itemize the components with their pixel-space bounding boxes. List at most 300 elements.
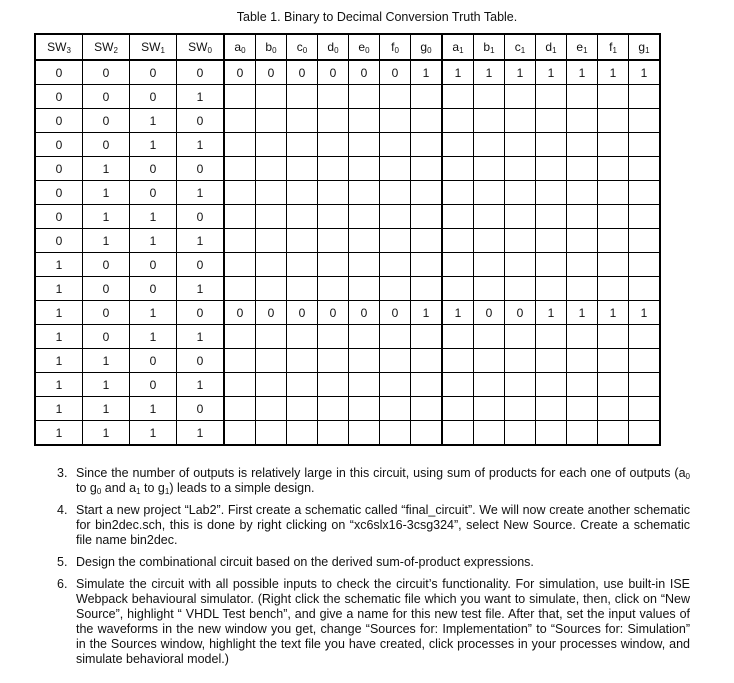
input-cell: 0 bbox=[130, 277, 177, 301]
input-cell: 0 bbox=[83, 109, 130, 133]
output-cell bbox=[598, 421, 629, 446]
input-cell: 0 bbox=[35, 205, 83, 229]
input-cell: 0 bbox=[83, 253, 130, 277]
output-cell: 1 bbox=[567, 60, 598, 85]
output-cell bbox=[536, 109, 567, 133]
output-cell bbox=[349, 205, 380, 229]
output-cell bbox=[349, 157, 380, 181]
output-cell bbox=[567, 85, 598, 109]
output-cell bbox=[349, 421, 380, 446]
output-cell bbox=[598, 205, 629, 229]
output-cell bbox=[505, 373, 536, 397]
table-row bbox=[35, 373, 660, 397]
output-cell bbox=[442, 229, 474, 253]
output-cell bbox=[567, 253, 598, 277]
input-cell: 0 bbox=[83, 60, 130, 85]
header-base: d bbox=[327, 40, 335, 54]
header-base: b bbox=[483, 40, 491, 54]
output-cell bbox=[629, 133, 661, 157]
output-cell bbox=[256, 253, 287, 277]
output-cell bbox=[442, 181, 474, 205]
output-cell bbox=[287, 397, 318, 421]
output-cell bbox=[567, 229, 598, 253]
input-cell: 0 bbox=[130, 60, 177, 85]
input-cell: 0 bbox=[35, 85, 83, 109]
output-cell bbox=[442, 109, 474, 133]
output-cell bbox=[256, 373, 287, 397]
input-cell: 1 bbox=[177, 373, 225, 397]
input-cell: 1 bbox=[130, 133, 177, 157]
input-cell: 0 bbox=[130, 181, 177, 205]
output-cell bbox=[380, 421, 411, 446]
header-base: a bbox=[234, 40, 242, 54]
header-subscript: 1 bbox=[520, 46, 526, 55]
output-cell: 0 bbox=[380, 60, 411, 85]
output-cell bbox=[411, 133, 443, 157]
header-base: SW bbox=[94, 40, 114, 54]
table-row bbox=[35, 109, 660, 133]
output-cell bbox=[349, 349, 380, 373]
output-cell bbox=[567, 373, 598, 397]
output-cell bbox=[349, 253, 380, 277]
output-cell bbox=[287, 349, 318, 373]
output-cell bbox=[567, 133, 598, 157]
header-base: f bbox=[391, 40, 395, 54]
item-text: Start a new project “Lab2”. First create a schematic called “final_circuit”. We will now create another schematic for bin2dec.sch, this is done by right clicking on “xc6slx16-3csg324”, select New Source. Create a schematic file name bin2dec. bbox=[76, 503, 690, 547]
output-cell bbox=[505, 133, 536, 157]
text-segment: ) leads to a simple design. bbox=[169, 481, 315, 495]
input-cell: 1 bbox=[35, 277, 83, 301]
output-cell: 1 bbox=[474, 60, 505, 85]
output-cell bbox=[411, 229, 443, 253]
output-cell bbox=[380, 253, 411, 277]
input-cell: 1 bbox=[35, 325, 83, 349]
input-cell: 0 bbox=[35, 181, 83, 205]
output-cell bbox=[287, 253, 318, 277]
header-subscript: 0 bbox=[272, 46, 277, 55]
output-cell bbox=[256, 421, 287, 446]
input-cell: 1 bbox=[83, 349, 130, 373]
input-cell: 0 bbox=[83, 277, 130, 301]
input-cell: 1 bbox=[83, 181, 130, 205]
output-cell bbox=[349, 229, 380, 253]
table-row bbox=[35, 85, 660, 109]
input-cell: 0 bbox=[83, 325, 130, 349]
output-cell bbox=[411, 277, 443, 301]
output-cell bbox=[629, 373, 661, 397]
output-cell: 1 bbox=[598, 60, 629, 85]
list-item bbox=[57, 577, 690, 667]
output-cell bbox=[287, 325, 318, 349]
output-cell bbox=[318, 109, 349, 133]
output-cell bbox=[287, 109, 318, 133]
output-cell bbox=[349, 277, 380, 301]
output-cell bbox=[442, 349, 474, 373]
list-item bbox=[57, 555, 690, 570]
table-header-row bbox=[35, 34, 660, 60]
column-header bbox=[349, 34, 380, 60]
column-header bbox=[567, 34, 598, 60]
output-cell bbox=[224, 229, 256, 253]
output-cell: 0 bbox=[256, 301, 287, 325]
truth-table bbox=[34, 33, 661, 446]
table-caption: Table 1. Binary to Decimal Conversion Truth Table. bbox=[236, 10, 518, 24]
output-cell bbox=[224, 421, 256, 446]
header-subscript: 1 bbox=[459, 46, 464, 55]
output-cell bbox=[256, 277, 287, 301]
output-cell bbox=[287, 277, 318, 301]
output-cell bbox=[598, 85, 629, 109]
output-cell bbox=[256, 229, 287, 253]
item-text bbox=[76, 466, 690, 495]
output-cell bbox=[380, 373, 411, 397]
output-cell bbox=[380, 397, 411, 421]
output-cell bbox=[536, 349, 567, 373]
input-cell: 0 bbox=[130, 253, 177, 277]
output-cell: 0 bbox=[505, 301, 536, 325]
output-cell bbox=[629, 397, 661, 421]
header-subscript: 1 bbox=[583, 46, 588, 55]
table-row bbox=[35, 397, 660, 421]
output-cell bbox=[224, 133, 256, 157]
header-base: c bbox=[514, 40, 521, 54]
header-subscript: 1 bbox=[160, 46, 165, 55]
column-header bbox=[256, 34, 287, 60]
header-subscript: 0 bbox=[365, 46, 370, 55]
output-cell bbox=[380, 109, 411, 133]
output-cell bbox=[536, 373, 567, 397]
item-number: 3. bbox=[57, 466, 68, 480]
column-header bbox=[442, 34, 474, 60]
header-base: g bbox=[420, 40, 428, 54]
header-base: SW bbox=[47, 40, 67, 54]
output-cell bbox=[411, 373, 443, 397]
output-cell bbox=[536, 229, 567, 253]
output-cell: 1 bbox=[536, 301, 567, 325]
output-cell bbox=[380, 229, 411, 253]
output-cell bbox=[505, 205, 536, 229]
input-cell: 0 bbox=[35, 109, 83, 133]
header-subscript: 1 bbox=[645, 46, 650, 55]
input-cell: 0 bbox=[130, 157, 177, 181]
output-cell bbox=[629, 229, 661, 253]
input-cell: 1 bbox=[35, 253, 83, 277]
input-cell: 1 bbox=[35, 397, 83, 421]
table-row bbox=[35, 205, 660, 229]
output-cell bbox=[287, 133, 318, 157]
text-segment: to g bbox=[76, 481, 97, 495]
header-base: SW bbox=[141, 40, 161, 54]
table-row bbox=[35, 133, 660, 157]
output-cell bbox=[380, 349, 411, 373]
output-cell bbox=[287, 181, 318, 205]
output-cell bbox=[442, 253, 474, 277]
header-base: f bbox=[609, 40, 613, 54]
column-header bbox=[318, 34, 349, 60]
input-cell: 1 bbox=[177, 85, 225, 109]
output-cell bbox=[598, 277, 629, 301]
input-cell: 1 bbox=[177, 277, 225, 301]
output-cell bbox=[474, 85, 505, 109]
subscript: 0 bbox=[685, 472, 690, 481]
output-cell bbox=[567, 181, 598, 205]
output-cell bbox=[224, 277, 256, 301]
output-cell bbox=[287, 229, 318, 253]
table-row bbox=[35, 325, 660, 349]
output-cell bbox=[567, 157, 598, 181]
output-cell bbox=[318, 325, 349, 349]
output-cell bbox=[536, 253, 567, 277]
output-cell: 0 bbox=[318, 301, 349, 325]
input-cell: 1 bbox=[35, 373, 83, 397]
output-cell bbox=[224, 397, 256, 421]
output-cell bbox=[505, 157, 536, 181]
output-cell bbox=[598, 109, 629, 133]
input-cell: 0 bbox=[130, 349, 177, 373]
input-cell: 1 bbox=[130, 109, 177, 133]
output-cell bbox=[629, 157, 661, 181]
input-cell: 0 bbox=[177, 109, 225, 133]
output-cell: 0 bbox=[224, 301, 256, 325]
output-cell bbox=[629, 277, 661, 301]
output-cell bbox=[442, 373, 474, 397]
output-cell bbox=[536, 397, 567, 421]
column-header bbox=[411, 34, 443, 60]
column-header bbox=[505, 34, 536, 60]
item-number: 6. bbox=[57, 577, 68, 591]
table-row bbox=[35, 301, 660, 325]
header-subscript: 0 bbox=[241, 46, 246, 55]
column-header bbox=[35, 34, 83, 60]
output-cell bbox=[442, 205, 474, 229]
input-cell: 0 bbox=[177, 349, 225, 373]
output-cell bbox=[380, 325, 411, 349]
item-text: Design the combinational circuit based on the derived sum-of-product expressions. bbox=[76, 555, 534, 569]
column-header bbox=[130, 34, 177, 60]
column-header bbox=[224, 34, 256, 60]
column-header bbox=[380, 34, 411, 60]
input-cell: 1 bbox=[177, 421, 225, 446]
output-cell bbox=[349, 181, 380, 205]
input-cell: 0 bbox=[177, 253, 225, 277]
output-cell bbox=[567, 277, 598, 301]
output-cell bbox=[629, 325, 661, 349]
output-cell bbox=[256, 157, 287, 181]
input-cell: 0 bbox=[83, 301, 130, 325]
output-cell bbox=[411, 397, 443, 421]
output-cell bbox=[629, 421, 661, 446]
output-cell bbox=[318, 85, 349, 109]
header-base: b bbox=[265, 40, 273, 54]
output-cell bbox=[474, 373, 505, 397]
header-subscript: 1 bbox=[552, 46, 557, 55]
output-cell bbox=[567, 205, 598, 229]
output-cell bbox=[505, 253, 536, 277]
output-cell bbox=[287, 85, 318, 109]
output-cell bbox=[474, 229, 505, 253]
output-cell bbox=[318, 133, 349, 157]
table-row bbox=[35, 253, 660, 277]
table-row bbox=[35, 60, 660, 85]
output-cell bbox=[442, 85, 474, 109]
output-cell: 0 bbox=[349, 60, 380, 85]
header-subscript: 0 bbox=[334, 46, 339, 55]
header-base: SW bbox=[188, 40, 208, 54]
input-cell: 1 bbox=[83, 205, 130, 229]
output-cell: 1 bbox=[411, 301, 443, 325]
output-cell bbox=[598, 157, 629, 181]
output-cell bbox=[224, 109, 256, 133]
output-cell bbox=[318, 421, 349, 446]
list-item bbox=[57, 466, 690, 496]
output-cell bbox=[224, 205, 256, 229]
output-cell bbox=[474, 325, 505, 349]
output-cell: 1 bbox=[567, 301, 598, 325]
item-text: Simulate the circuit with all possible inputs to check the circuit’s functionality. For simulation, use built-in ISE Webpack behavioural simulator. (Right click the schematic file which you want to simulate, then, click on “New Source”, highlight “ VHDL Test bench”, and give a name for this new test file. After that, set the input values of the waveforms in the new window you get, change “Sources for: Implementation” to “Sources for: Simulation” in the Sources window, highlight the text file you have created, click processes in your processes window, and simulate behavioral model.) bbox=[76, 577, 690, 666]
input-cell: 1 bbox=[130, 229, 177, 253]
output-cell bbox=[536, 205, 567, 229]
output-cell bbox=[505, 397, 536, 421]
output-cell bbox=[380, 277, 411, 301]
input-cell: 1 bbox=[83, 229, 130, 253]
output-cell bbox=[287, 205, 318, 229]
input-cell: 1 bbox=[83, 373, 130, 397]
output-cell: 0 bbox=[380, 301, 411, 325]
output-cell bbox=[411, 181, 443, 205]
output-cell bbox=[442, 325, 474, 349]
output-cell bbox=[256, 349, 287, 373]
output-cell bbox=[629, 205, 661, 229]
input-cell: 0 bbox=[83, 85, 130, 109]
output-cell: 1 bbox=[629, 301, 661, 325]
output-cell bbox=[256, 133, 287, 157]
table-body bbox=[35, 60, 660, 445]
output-cell bbox=[598, 373, 629, 397]
input-cell: 1 bbox=[130, 205, 177, 229]
output-cell bbox=[567, 349, 598, 373]
output-cell bbox=[224, 349, 256, 373]
output-cell bbox=[224, 253, 256, 277]
output-cell bbox=[224, 85, 256, 109]
header-subscript: 1 bbox=[612, 46, 617, 55]
subscript: 0 bbox=[96, 487, 102, 496]
output-cell bbox=[411, 253, 443, 277]
output-cell bbox=[256, 397, 287, 421]
column-header bbox=[474, 34, 505, 60]
output-cell bbox=[318, 277, 349, 301]
output-cell: 1 bbox=[505, 60, 536, 85]
output-cell bbox=[287, 421, 318, 446]
input-cell: 0 bbox=[177, 205, 225, 229]
input-cell: 1 bbox=[130, 421, 177, 446]
input-cell: 1 bbox=[35, 421, 83, 446]
input-cell: 1 bbox=[130, 397, 177, 421]
output-cell bbox=[598, 349, 629, 373]
output-cell bbox=[380, 133, 411, 157]
output-cell bbox=[598, 229, 629, 253]
table-row bbox=[35, 277, 660, 301]
input-cell: 1 bbox=[177, 181, 225, 205]
output-cell bbox=[598, 181, 629, 205]
input-cell: 1 bbox=[177, 325, 225, 349]
output-cell bbox=[505, 277, 536, 301]
output-cell bbox=[505, 181, 536, 205]
output-cell bbox=[629, 181, 661, 205]
input-cell: 1 bbox=[35, 349, 83, 373]
header-subscript: 2 bbox=[113, 46, 118, 55]
output-cell: 0 bbox=[318, 60, 349, 85]
table-row bbox=[35, 229, 660, 253]
header-base: a bbox=[452, 40, 460, 54]
output-cell bbox=[505, 349, 536, 373]
output-cell bbox=[256, 109, 287, 133]
output-cell bbox=[442, 157, 474, 181]
input-cell: 1 bbox=[83, 421, 130, 446]
output-cell: 0 bbox=[349, 301, 380, 325]
subscript: 1 bbox=[136, 487, 141, 496]
header-base: e bbox=[358, 40, 366, 54]
header-subscript: 1 bbox=[490, 46, 495, 55]
input-cell: 1 bbox=[130, 325, 177, 349]
output-cell bbox=[256, 181, 287, 205]
output-cell bbox=[349, 373, 380, 397]
output-cell bbox=[567, 421, 598, 446]
output-cell bbox=[536, 325, 567, 349]
output-cell bbox=[380, 205, 411, 229]
output-cell bbox=[536, 133, 567, 157]
output-cell bbox=[567, 397, 598, 421]
output-cell bbox=[318, 349, 349, 373]
output-cell: 0 bbox=[287, 60, 318, 85]
output-cell bbox=[349, 109, 380, 133]
header-subscript: 3 bbox=[66, 46, 71, 55]
output-cell bbox=[224, 157, 256, 181]
item-number: 4. bbox=[57, 503, 68, 517]
output-cell bbox=[380, 85, 411, 109]
input-cell: 0 bbox=[35, 60, 83, 85]
output-cell bbox=[349, 397, 380, 421]
input-cell: 0 bbox=[177, 157, 225, 181]
output-cell bbox=[629, 85, 661, 109]
output-cell: 0 bbox=[287, 301, 318, 325]
input-cell: 1 bbox=[177, 133, 225, 157]
output-cell bbox=[474, 181, 505, 205]
output-cell bbox=[411, 109, 443, 133]
input-cell: 0 bbox=[83, 133, 130, 157]
output-cell bbox=[411, 205, 443, 229]
output-cell bbox=[567, 325, 598, 349]
output-cell bbox=[318, 373, 349, 397]
output-cell bbox=[318, 181, 349, 205]
item-number: 5. bbox=[57, 555, 68, 569]
input-cell: 0 bbox=[177, 397, 225, 421]
input-cell: 0 bbox=[130, 373, 177, 397]
output-cell bbox=[256, 205, 287, 229]
column-header bbox=[629, 34, 661, 60]
output-cell bbox=[411, 85, 443, 109]
output-cell bbox=[224, 373, 256, 397]
column-header bbox=[177, 34, 225, 60]
output-cell bbox=[629, 109, 661, 133]
header-subscript: 0 bbox=[302, 46, 308, 55]
table-row bbox=[35, 157, 660, 181]
output-cell: 1 bbox=[442, 60, 474, 85]
output-cell bbox=[318, 229, 349, 253]
output-cell bbox=[536, 85, 567, 109]
output-cell bbox=[318, 253, 349, 277]
text-segment: and a bbox=[101, 481, 137, 495]
output-cell bbox=[598, 133, 629, 157]
